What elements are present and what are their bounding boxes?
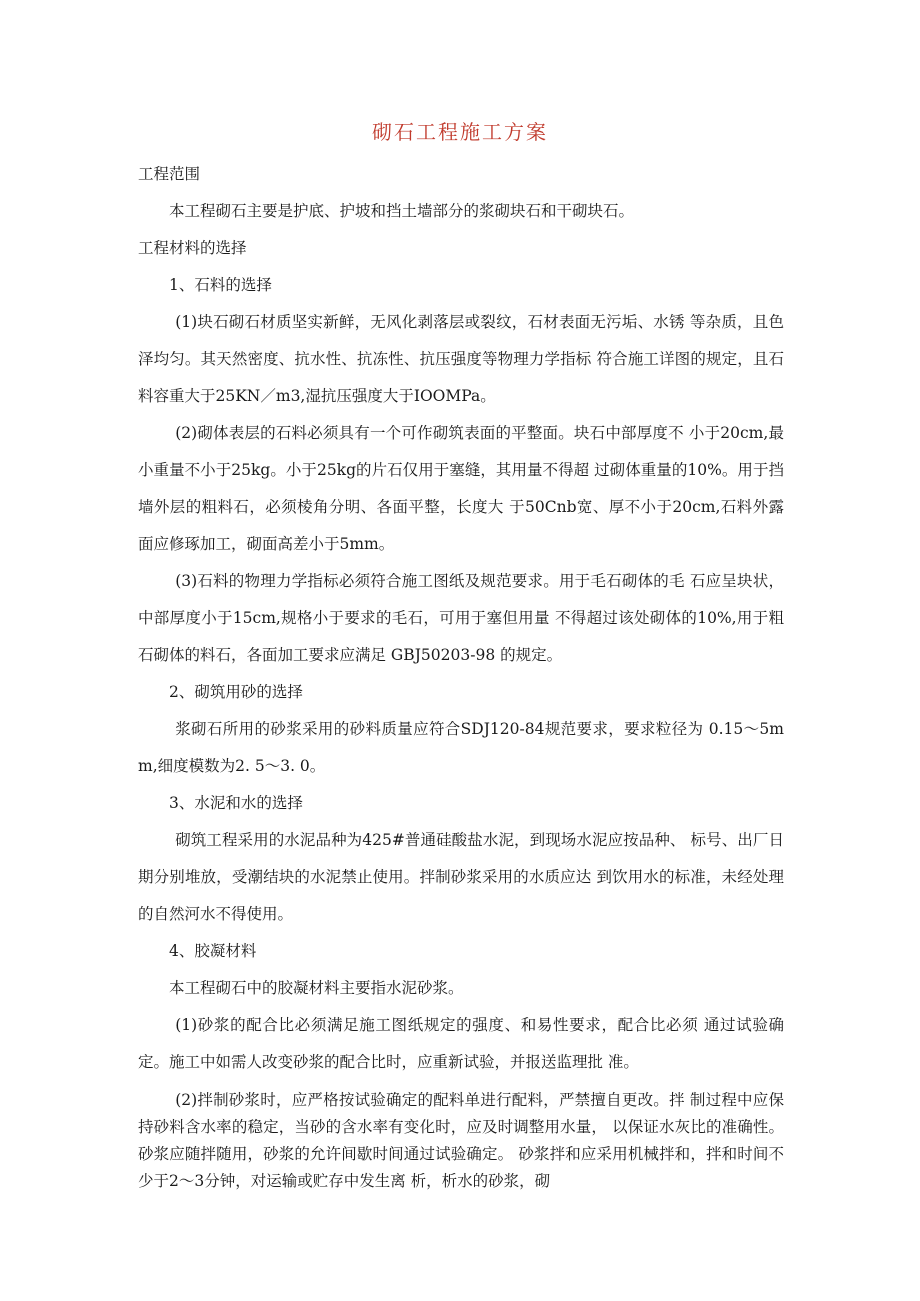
list-item: (2)拌制砂浆时，应严格按试验确定的配料单进行配料，严禁擅自更改。拌 制过程中应保持砂料含水率的稳定，当砂的含水率有变化时，应及时调整用水量， 以保证水灰比的准确性。砂浆应随拌随用，砂浆的允许间歇时间通过试验确定。 砂浆拌和应采用机械拌和，拌和时间不少于2～3分钟，对运输或贮存中发生离 析，析水的砂浆，砌 [138, 1091, 784, 1190]
paragraph: 浆砌石所用的砂浆采用的砂料质量应符合SDJ120-84规范要求，要求粒径为 0.15～5mm,细度模数为2. 5～3. 0。 [138, 720, 784, 775]
section-heading: 工程范围 [138, 165, 201, 183]
document-title: 砌石工程施工方案 [372, 120, 548, 144]
list-item: (3)石料的物理力学指标必须符合施工图纸及规范要求。用于毛石砌体的毛 石应呈块状，中部厚度小于15cm,规格小于要求的毛石，可用于塞但用量 不得超过该处砌体的10%,用于粗石砌体的料石，各面加工要求应满足 GBJ50203-98 的规定。 [138, 572, 784, 664]
section-heading: 工程材料的选择 [138, 239, 247, 257]
paragraph: 砌筑工程采用的水泥品种为425#普通硅酸盐水泥，到现场水泥应按品种、 标号、出厂日期分别堆放，受潮结块的水泥禁止使用。拌制砂浆采用的水质应达 到饮用水的标准，未经处理的自然河水不得使用。 [138, 831, 784, 923]
list-item: (1)砂浆的配合比必须满足施工图纸规定的强度、和易性要求，配合比必须 通过试验确定。施工中如需人改变砂浆的配合比时，应重新试验，并报送监理批 准。 [138, 1016, 784, 1071]
subsection-heading: 3、水泥和水的选择 [169, 794, 303, 812]
list-item: (1)块石砌石材质坚实新鲜，无风化剥落层或裂纹，石材表面无污垢、水锈 等杂质，且色泽均匀。其天然密度、抗水性、抗冻性、抗压强度等物理力学指标 符合施工详图的规定，且石料容重大于25KN／m3,湿抗压强度大于IOOMPa。 [138, 313, 784, 405]
paragraph: 本工程砌石主要是护底、护坡和挡土墙部分的浆砌块石和干砌块石。 [169, 202, 635, 220]
paragraph: 本工程砌石中的胶凝材料主要指水泥砂浆。 [169, 979, 464, 997]
list-item: (2)砌体表层的石料必须具有一个可作砌筑表面的平整面。块石中部厚度不 小于20cm,最小重量不小于25kg。小于25kg的片石仅用于塞缝，其用量不得超 过砌体重量的10%。用于挡墙外层的粗料石，必须棱角分明、各面平整，长度大 于50Cnb宽、厚不小于20cm,石料外露面应修琢加工，砌面高差小于5mm。 [138, 424, 784, 553]
document-body [138, 156, 784, 1195]
subsection-heading: 4、胶凝材料 [169, 942, 257, 960]
subsection-heading: 1、石料的选择 [169, 276, 272, 294]
subsection-heading: 2、砌筑用砂的选择 [169, 683, 303, 701]
